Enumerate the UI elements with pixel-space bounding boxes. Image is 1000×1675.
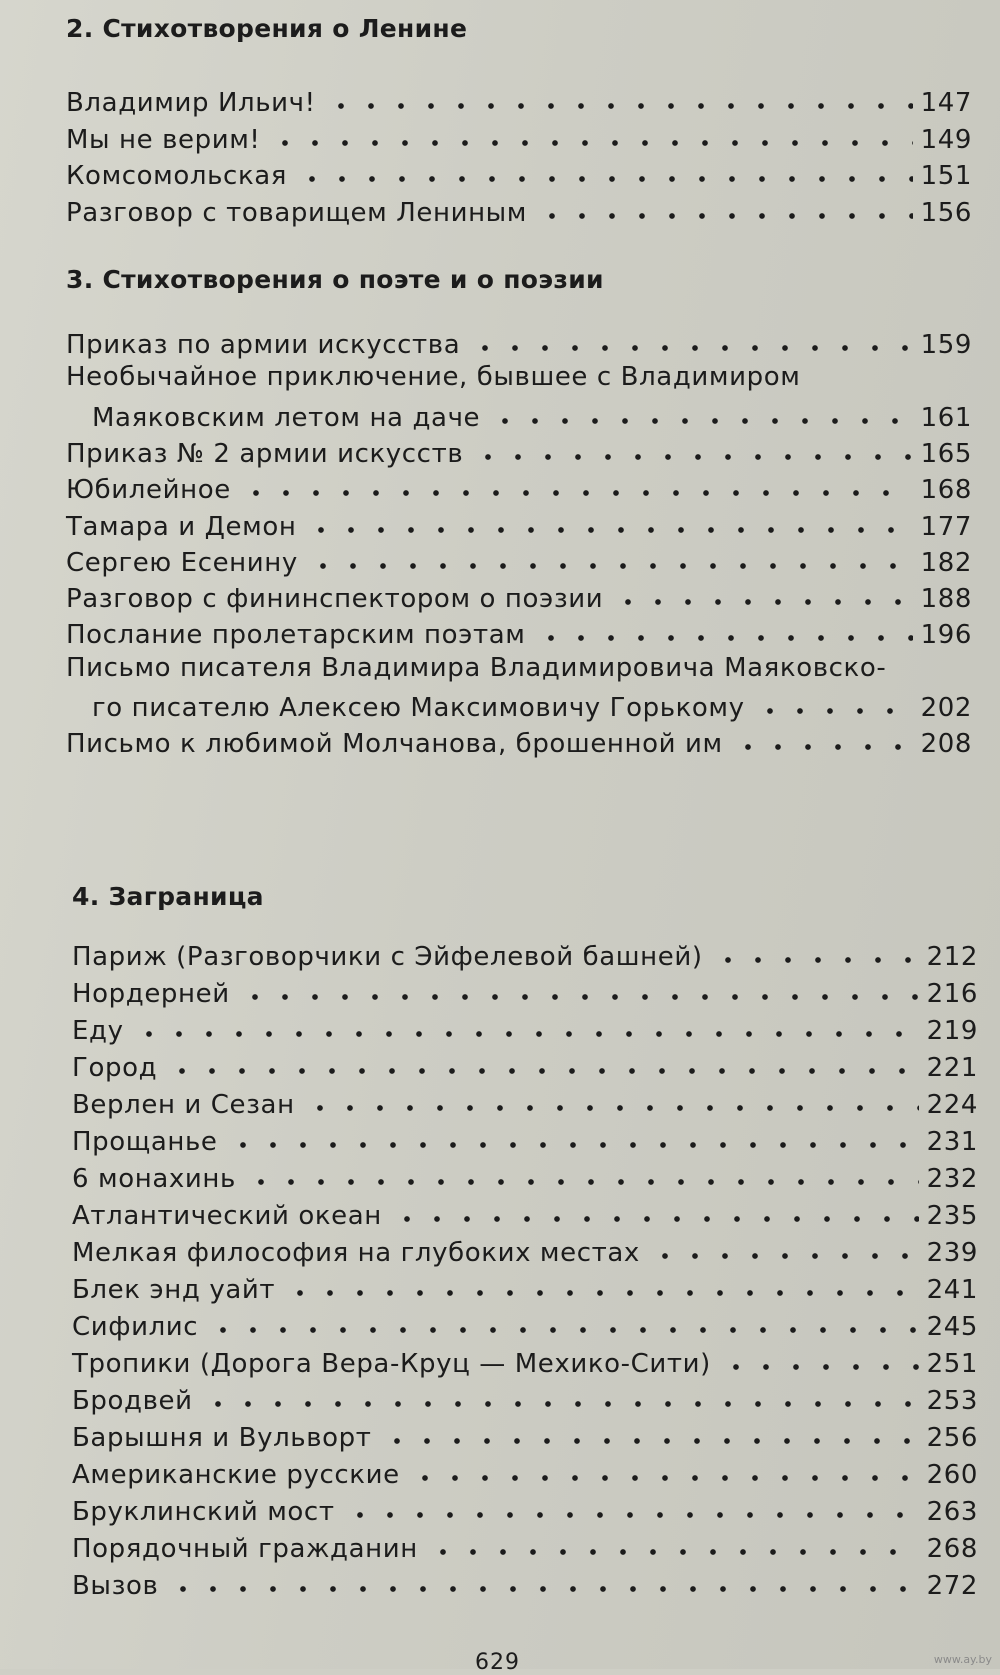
toc-entry — [66, 540, 972, 578]
dot-leader — [392, 1214, 919, 1224]
toc-entry — [72, 1193, 978, 1231]
toc-entry — [72, 1045, 978, 1083]
entry-page-number: 239 — [926, 1238, 978, 1268]
dot-leader — [345, 1510, 919, 1520]
entry-title: Нордерней — [72, 979, 230, 1009]
entry-title: Комсомольская — [66, 161, 288, 191]
entry-title: Маяковским летом на даче — [92, 402, 481, 433]
entry-title: Разговор с фининспектором о поэзии — [66, 584, 604, 615]
dot-leader — [167, 1066, 918, 1076]
dot-leader — [208, 1325, 918, 1335]
dot-leader — [246, 1177, 919, 1187]
dot-leader — [228, 1140, 919, 1150]
dot-leader — [285, 1288, 918, 1298]
toc-entry — [66, 322, 972, 360]
toc-entry — [66, 504, 972, 542]
entry-title: Барышня и Вульворт — [72, 1423, 372, 1453]
entry-title: Мелкая философия на глубоких местах — [72, 1238, 640, 1268]
entry-page-number: 260 — [926, 1460, 978, 1490]
toc-entry — [66, 612, 972, 650]
dot-leader — [613, 597, 912, 607]
dot-leader — [733, 742, 913, 752]
entry-title: Париж (Разговорчики с Эйфелевой башней) — [72, 942, 703, 972]
dot-leader — [305, 1103, 919, 1113]
dot-leader — [297, 174, 913, 184]
section-heading: 3. Стихотворения о поэте и о поэзии — [66, 265, 604, 294]
entry-page-number: 159 — [920, 330, 972, 360]
entry-page-number: 219 — [926, 1016, 978, 1046]
entry-title: Сергею Есенину — [66, 547, 298, 578]
toc-entry — [92, 395, 972, 433]
toc-entry — [92, 685, 972, 723]
toc-entry — [66, 190, 972, 228]
entry-title: Еду — [72, 1016, 124, 1046]
entry-page-number: 161 — [920, 402, 972, 433]
entry-page-number: 202 — [920, 693, 972, 723]
toc-entry — [72, 1563, 978, 1601]
entry-title: Верлен и Сезан — [72, 1090, 295, 1120]
toc-entry — [72, 1267, 978, 1305]
entry-page-number: 245 — [926, 1312, 978, 1342]
entry-page-number: 224 — [926, 1090, 978, 1120]
toc-entry — [72, 1526, 978, 1564]
toc-entry — [66, 431, 972, 469]
dot-leader — [308, 561, 913, 571]
toc-entry — [72, 1489, 978, 1527]
entry-title: Письмо к любимой Молчанова, брошенной им — [66, 729, 723, 760]
entry-page-number: 216 — [926, 979, 978, 1009]
toc-entry — [72, 1304, 978, 1342]
entry-page-number: 147 — [920, 88, 972, 118]
section-heading: 4. Заграница — [72, 882, 264, 911]
dot-leader — [410, 1473, 919, 1483]
entry-page-number: 272 — [926, 1571, 978, 1601]
entry-page-number: 268 — [926, 1534, 978, 1564]
entry-title: Город — [72, 1053, 158, 1083]
page-number: 629 — [475, 1650, 520, 1675]
dot-leader — [473, 452, 912, 462]
dot-leader — [134, 1029, 919, 1039]
entry-title: Тропики (Дорога Вера-Круц — Мехико-Сити) — [72, 1349, 711, 1379]
entry-title: Вызов — [72, 1571, 159, 1601]
toc-entry — [66, 467, 972, 505]
entry-page-number: 188 — [920, 584, 972, 615]
entry-page-number: 221 — [926, 1053, 978, 1083]
entry-page-number: 231 — [926, 1127, 978, 1157]
entry-title: Владимир Ильич! — [66, 88, 316, 118]
entry-title: го писателю Алексею Максимовичу Горькому — [92, 693, 745, 723]
toc-entry — [72, 1156, 978, 1194]
toc-entry — [66, 721, 972, 759]
toc-entry — [66, 576, 972, 614]
toc-entry — [72, 934, 978, 972]
entry-title: Приказ № 2 армии искусств — [66, 438, 464, 469]
entry-title: Атлантический океан — [72, 1201, 382, 1231]
entry-title: Порядочный гражданин — [72, 1534, 418, 1564]
dot-leader — [203, 1399, 919, 1409]
entry-page-number: 263 — [926, 1497, 978, 1527]
entry-page-number: 196 — [920, 620, 972, 651]
section-heading: 2. Стихотворения о Ленине — [66, 14, 468, 43]
entry-page-number: 149 — [920, 124, 972, 155]
entry-title: Мы не верим! — [66, 124, 261, 155]
entry-title: Сифилис — [72, 1312, 199, 1342]
toc-entry — [72, 971, 978, 1009]
entry-title: Бруклинский мост — [72, 1497, 335, 1527]
dot-leader — [536, 633, 913, 643]
entry-page-number: 165 — [920, 438, 972, 469]
toc-entry — [72, 1230, 978, 1268]
toc-entry — [66, 153, 972, 191]
entry-page-number: 208 — [920, 729, 972, 760]
dot-leader — [755, 706, 913, 716]
toc-entry — [72, 1341, 978, 1379]
dot-leader — [428, 1547, 919, 1557]
entry-page-number: 168 — [920, 475, 972, 506]
toc-entry — [66, 117, 972, 155]
entry-page-number: 182 — [920, 547, 972, 578]
toc-entry — [72, 1378, 978, 1416]
entry-title: Разговор с товарищем Лениным — [66, 197, 528, 228]
dot-leader — [326, 101, 913, 111]
entry-page-number: 232 — [926, 1164, 978, 1194]
dot-leader — [537, 211, 913, 221]
entry-title-line: Письмо писателя Владимира Владимировича Маяковско- — [66, 652, 887, 683]
toc-entry — [72, 1452, 978, 1490]
entry-title: Тамара и Демон — [66, 511, 297, 542]
entry-page-number: 212 — [926, 942, 978, 972]
toc-entry — [72, 1082, 978, 1120]
entry-title-line: Необычайное приключение, бывшее с Владимиром — [66, 362, 801, 393]
entry-title: Прощанье — [72, 1127, 218, 1157]
dot-leader — [168, 1584, 918, 1594]
dot-leader — [306, 525, 912, 535]
entry-page-number: 256 — [926, 1423, 978, 1453]
entry-title: Юбилейное — [66, 475, 231, 506]
entry-page-number: 151 — [920, 161, 972, 191]
dot-leader — [241, 488, 913, 498]
dot-leader — [721, 1362, 919, 1372]
entry-title: Послание пролетарским поэтам — [66, 620, 526, 651]
toc-entry — [66, 80, 972, 118]
dot-leader — [490, 416, 912, 426]
toc-entry — [72, 1415, 978, 1453]
entry-title: Бродвей — [72, 1386, 193, 1416]
toc-entry — [72, 1008, 978, 1046]
entry-title: 6 монахинь — [72, 1164, 236, 1194]
dot-leader — [470, 343, 912, 353]
dot-leader — [713, 955, 919, 965]
watermark: www.ay.by — [933, 1653, 992, 1666]
entry-page-number: 156 — [920, 197, 972, 228]
entry-title: Блек энд уайт — [72, 1275, 276, 1305]
dot-leader — [270, 138, 912, 148]
entry-title: Американские русские — [72, 1460, 400, 1490]
entry-page-number: 177 — [920, 511, 972, 542]
dot-leader — [382, 1436, 919, 1446]
entry-page-number: 235 — [926, 1201, 978, 1231]
dot-leader — [650, 1251, 919, 1261]
dot-leader — [240, 992, 919, 1002]
entry-title: Приказ по армии искусства — [66, 330, 461, 360]
entry-page-number: 241 — [926, 1275, 978, 1305]
entry-page-number: 251 — [926, 1349, 978, 1379]
entry-page-number: 253 — [926, 1386, 978, 1416]
toc-entry — [72, 1119, 978, 1157]
